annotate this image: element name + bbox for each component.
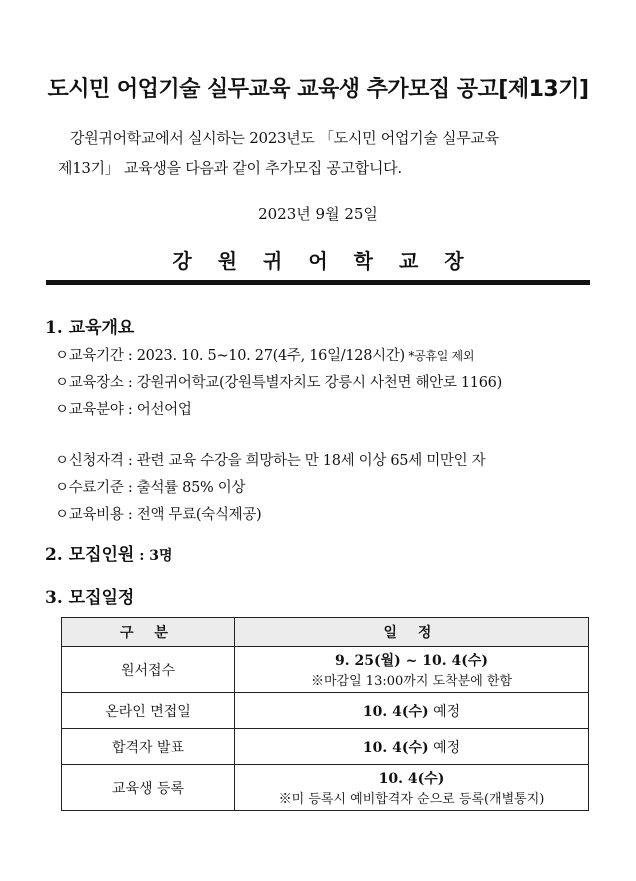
- row-schedule-main: 10. 4(수): [362, 703, 429, 720]
- overview-item-period: [55, 344, 474, 365]
- intro-paragraph: [58, 123, 598, 183]
- row-schedule: [235, 765, 589, 811]
- row-schedule-main: 10. 4(수): [362, 739, 429, 756]
- table-header-row: [62, 618, 589, 647]
- row-schedule-main: 9. 25(월) ~ 10. 4(수): [335, 653, 488, 669]
- table-row: [62, 693, 589, 729]
- row-schedule-suffix: 예정: [428, 703, 461, 720]
- issuer-name: 강원귀어학교장: [172, 249, 490, 273]
- overview-item-label: ㅇ교육기간 : 2023. 10. 5∼10. 27(4주, 16일/128시간): [55, 348, 405, 364]
- overview-item-eligibility: ㅇ신청자격 : 관련 교육 수강을 희망하는 만 18세 이상 65세 미만인 자: [55, 453, 486, 469]
- column-header-schedule: 일 정: [235, 618, 589, 647]
- notice-title: 도시민 어업기술 실무교육 교육생 추가모집 공고[제13기]: [47, 77, 589, 102]
- row-label: 온라인 면접일: [62, 693, 235, 729]
- row-schedule: [235, 729, 589, 765]
- intro-line-1: 강원귀어학교에서 실시하는 2023년도 「도시민 어업기술 실무교육: [70, 129, 499, 147]
- table-row: [62, 729, 589, 765]
- table-row: [62, 765, 589, 811]
- row-label: 원서접수: [62, 647, 235, 693]
- row-label: 교육생 등록: [62, 765, 235, 811]
- section-schedule-heading: 3. 모집일정: [45, 588, 135, 608]
- intro-line-2: 제13기」 교육생을 다음과 같이 추가모집 공고합니다.: [58, 159, 402, 177]
- overview-item-note: *공휴일 제외: [404, 349, 475, 363]
- overview-item-completion: ㅇ수료기준 : 출석률 85% 이상: [55, 480, 246, 496]
- overview-item-cost: ㅇ교육비용 : 전액 무료(숙식제공): [55, 507, 262, 523]
- section-recruit: [45, 540, 173, 565]
- row-schedule-main: 10. 4(수): [378, 771, 445, 787]
- row-schedule: [235, 693, 589, 729]
- row-schedule-note: ※미 등록시 예비합격자 순으로 등록(개별통지): [278, 792, 545, 807]
- recruit-count: : 3명: [134, 548, 173, 564]
- column-header-category: 구 분: [62, 618, 235, 647]
- notice-date: 2023년 9월 25일: [258, 205, 378, 223]
- divider: [46, 280, 590, 285]
- overview-item-field: ㅇ교육분야 : 어선어업: [55, 402, 192, 418]
- row-label: 합격자 발표: [62, 729, 235, 765]
- row-schedule-note: ※마감일 13:00까지 도착분에 한함: [311, 674, 512, 689]
- row-schedule-suffix: 예정: [428, 739, 461, 756]
- overview-item-location: ㅇ교육장소 : 강원귀어학교(강원특별자치도 강릉시 사천면 해안로 1166): [55, 375, 502, 391]
- section-recruit-heading: 2. 모집인원: [45, 545, 135, 565]
- section-overview-heading: 1. 교육개요: [45, 318, 135, 338]
- schedule-table: [61, 617, 589, 811]
- table-row: [62, 647, 589, 693]
- row-schedule: [235, 647, 589, 693]
